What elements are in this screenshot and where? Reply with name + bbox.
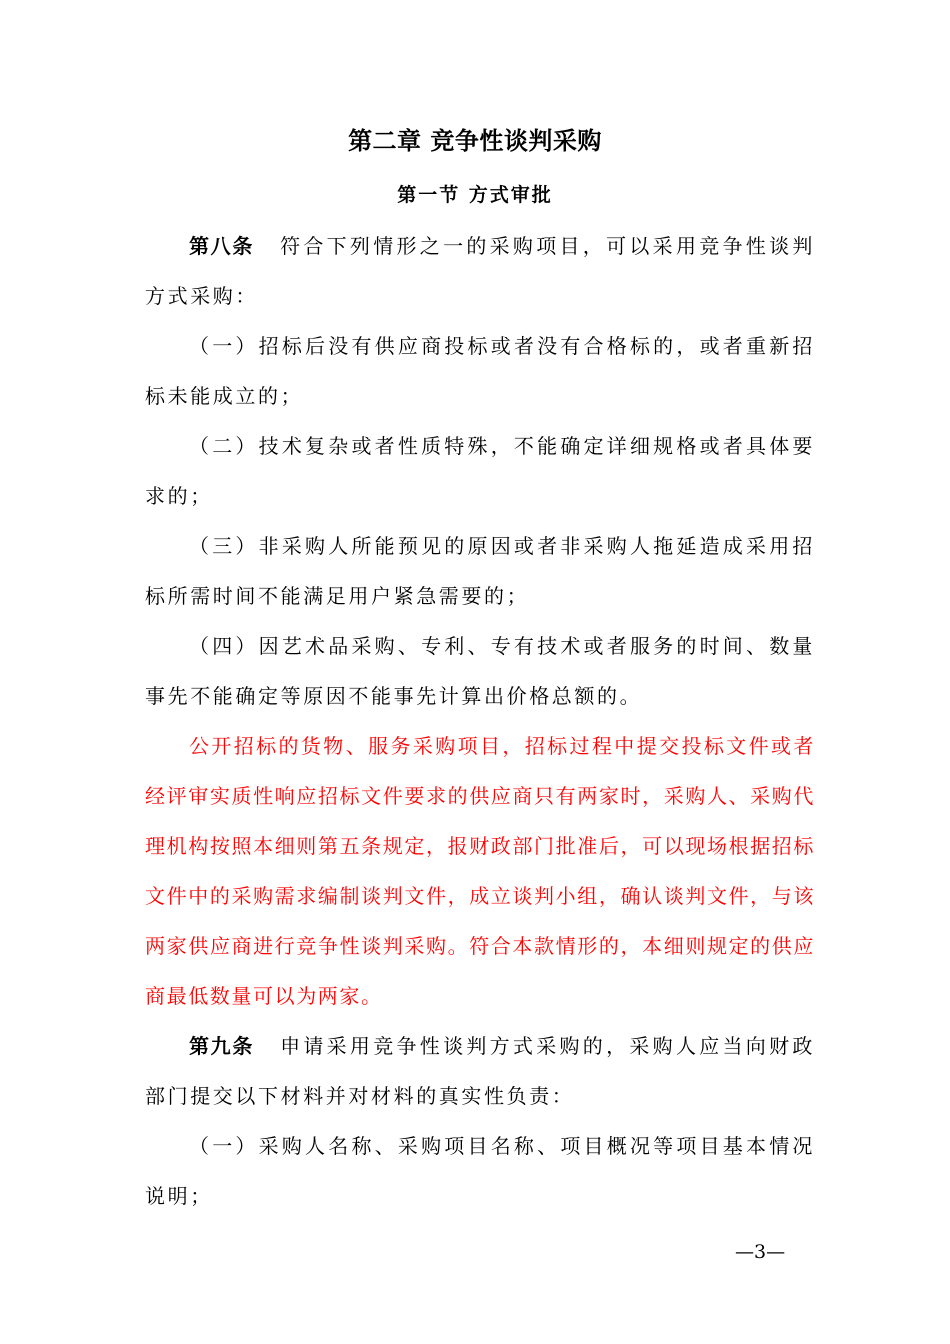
chapter-title: 第二章 竞争性谈判采购 xyxy=(348,127,602,155)
article-8-paragraph xyxy=(145,221,815,321)
section-title: 第一节 方式审批 xyxy=(397,184,553,206)
article-9-label: 第九条 xyxy=(189,1034,255,1058)
page-number: —3— xyxy=(735,1241,786,1263)
article-8-item-4: （四）因艺术品采购、专利、专有技术或者服务的时间、数量事先不能确定等原因不能事先计算出价格总额的。 xyxy=(145,634,815,708)
article-9-item-1: （一）采购人名称、采购项目名称、项目概况等项目基本情况说明； xyxy=(145,1134,815,1208)
article-8-label: 第八条 xyxy=(189,234,255,258)
article-9-paragraph xyxy=(145,1021,815,1121)
article-8-item-1: （一）招标后没有供应商投标或者没有合格标的，或者重新招标未能成立的； xyxy=(145,334,815,408)
article-8-red-paragraph: 公开招标的货物、服务采购项目，招标过程中提交投标文件或者经评审实质性响应招标文件要求的供应商只有两家时，采购人、采购代理机构按照本细则第五条规定，报财政部门批准后，可以现场根据招标文件中的采购需求编制谈判文件，成立谈判小组，确认谈判文件，与该两家供应商进行竞争性谈判采购。符合本款情形的，本细则规定的供应商最低数量可以为两家。 xyxy=(145,734,815,1008)
body-text xyxy=(145,221,815,1221)
article-8-item-3: （三）非采购人所能预见的原因或者非采购人拖延造成采用招标所需时间不能满足用户紧急需要的； xyxy=(145,534,815,608)
article-8-item-2: （二）技术复杂或者性质特殊，不能确定详细规格或者具体要求的； xyxy=(145,434,815,508)
article-9-text: 申请采用竞争性谈判方式采购的，采购人应当向财政部门提交以下材料并对材料的真实性负责： xyxy=(145,1034,815,1108)
article-8-text: 符合下列情形之一的采购项目，可以采用竞争性谈判方式采购： xyxy=(145,234,815,308)
